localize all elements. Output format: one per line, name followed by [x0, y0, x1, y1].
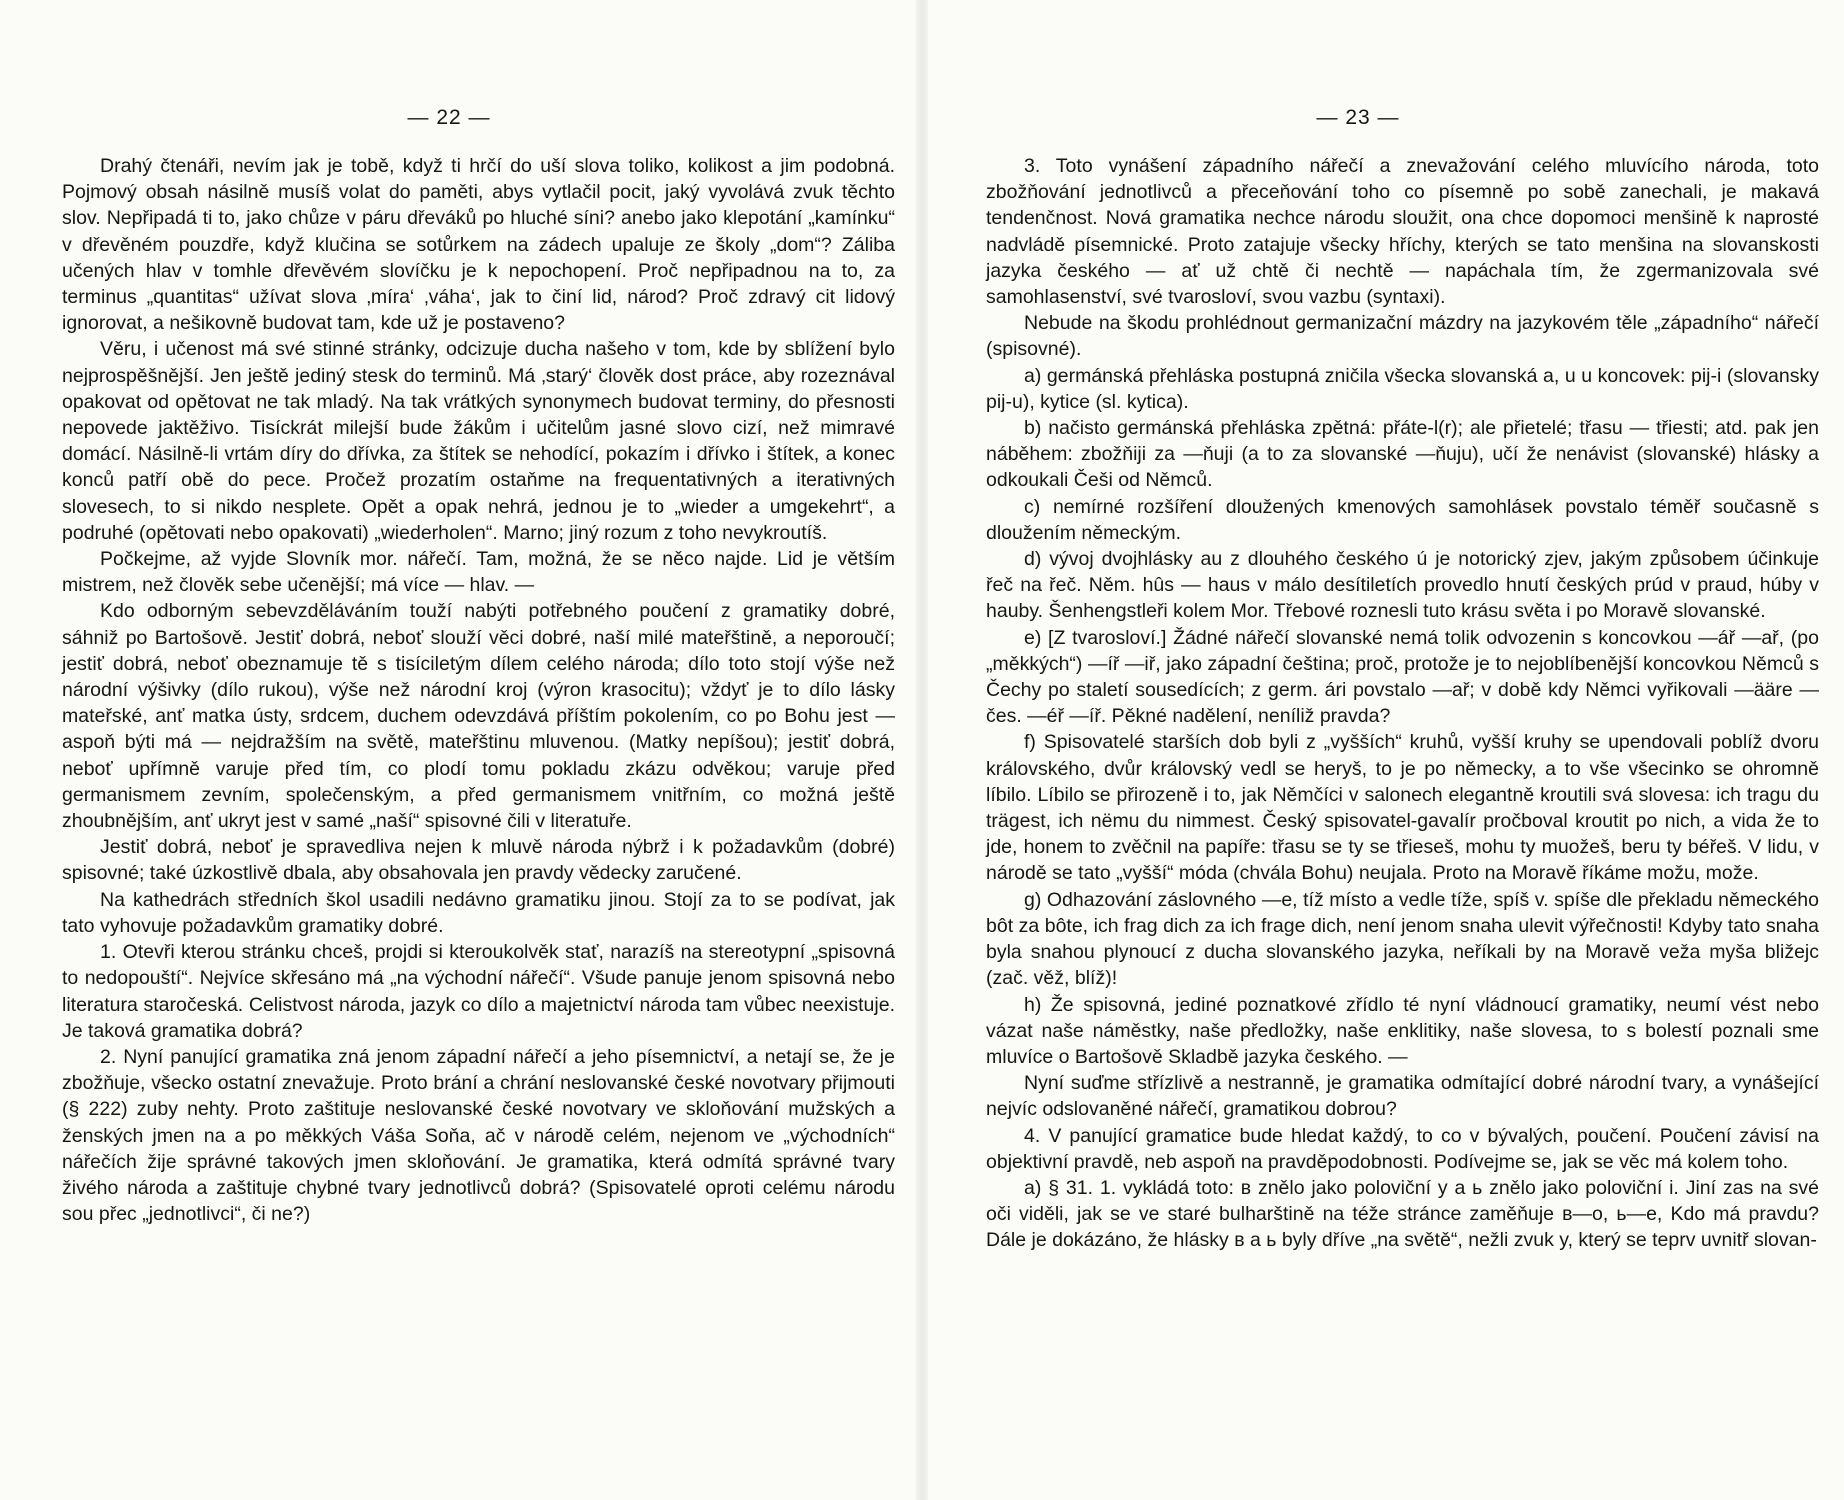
paragraph: a) § 31. 1. vykládá toto: в znělo jako poloviční y a ь znělo jako poloviční i. Jiní zas na své oči viděli, jak se ve staré bulharštině na téže stránce zaměňuje в—o, ь—e, Kdo má pravdu? Dále je dokázáno, že hlásky в a ь byly dříve „na světě“, nežli zvuk y, který se teprv uvnitř slovan-: [986, 1176, 1819, 1252]
page-number: — 23 —: [1316, 106, 1400, 129]
text-column: [62, 153, 895, 1227]
paragraph: Nebude na škodu prohlédnout germanizační mázdry na jazykovém těle „západního“ nářečí (spisovné).: [986, 312, 1819, 361]
paragraph: g) Odhazování záslovného —e, tíž místo a vedle tíže, spíš v. spíše dle překladu německého bôt za bôte, ich frag dich za ich frage dich, není jenom snaha ulevit výřečnosti! Kdyby tato snaha byla snahou plynoucí z ducha slovanského jazyka, neříkali by na Moravě veža myša bližejc (zač. věž, blíž)!: [986, 888, 1819, 990]
paragraph: 4. V panující gramatice bude hledat každý, to co v bývalých, poučení. Poučení závisí na objektivní pravdě, neb aspoň na pravděpodobnosti. Podívejme se, jak se věc má kolem toho.: [986, 1124, 1819, 1173]
paragraph: 3. Toto vynášení západního nářečí a znevažování celého mluvícího národa, toto zbožňování jednotlivců a přeceňování toho co písemně po sobě zanechali, je makavá tendenčnost. Nová gramatika nechce národu sloužit, ona chce dopomoci menšině k naprosté nadvládě písemnické. Proto zatajuje všecky hříchy, kterých se tato menšina na slovanskosti jazyka českého — ať už chtě či nechtě — napáchala tím, že zgermanizovala své samohlasenství, své tvarosloví, svou vazbu (syntaxi).: [986, 155, 1819, 309]
paragraph: f) Spisovatelé starších dob byli z „vyšších“ kruhů, vyšší kruhy se upendovali poblíž dvoru královského, dvůr královský vedl se heryš, to je po německy, a to vše všecinko se ohromně líbilo. Líbilo se přirozeně i to, jak Němčíci v salonech elegantně kroutili svá slovesa: ich tragu du trägest, ich nëmu du nimmest. Český spisovatel-gavalír pročboval kroutit po nich, a vida že to jde, honem to zvěčnil na papíře: třasu se ty se třieseš, mohu ty muožeš, beru ty béřeš. V lidu, v národě se tato „vyšší“ móda (chvála Bohu) neujala. Proto na Moravě říkáme možu, može.: [986, 731, 1819, 885]
paragraph: c) nemírné rozšíření dloužených kmenových samohlásek povstalo téměř současně s dloužením německým.: [986, 495, 1819, 544]
text-column: [986, 153, 1819, 1254]
paragraph: 1. Otevři kterou stránku chceš, projdi si kteroukolvěk stať, narazíš na stereotypní „spisovná to nedopouští“. Nejvíce skřesáno má „na východní nářečí“. Všude panuje jenom spisovná nebo literatura staročeská. Celistvost národa, jazyk co dílo a majetnictví národa tam vůbec neexistuje. Je taková gramatika dobrá?: [62, 941, 895, 1042]
paragraph: Věru, i učenost má své stinné stránky, odcizuje ducha našeho v tom, kde by sblížení bylo nejprospěšnější. Jen ještě jediný stesk do terminů. Má ‚starý‘ člověk dost práce, aby rozeznával opakovat od opětovat ne tak mladý. Na tak vrátkých synonymech budovat terminy, do přesnosti nepovede jaktěživo. Tisíckrát milejší bude žákům i učitelům jasné slovo cizí, než mimravé domácí. Násilně-li vrtám díry do dřívka, za štítek se nehodící, pokazím i dřívko i štítek, a konec konců patří obě do pece. Pročež prozatím ostaňme na frequentativných a iterativných slovesech, to si nikdo nesplete. Opět a opak nehrá, jednou je to „wieder a umgekehrt“, a podruhé (opětovati nebo opakovati) „wiederholen“. Marno; jiný rozum z toho nevykroutíš.: [62, 338, 895, 544]
page-number: — 22 —: [407, 106, 491, 129]
paragraph: Jestiť dobrá, neboť je spravedliva nejen k mluvě národa nýbrž i k požadavkům (dobré) spisovné; také úzkostlivě dbala, aby obsahovala jen pravdy vědecky zaručené.: [62, 836, 895, 885]
paragraph: e) [Z tvarosloví.] Žádné nářečí slovanské nemá tolik odvozenin s koncovkou —ář —ař, (po „měkkých“) —íř —iř, jako západní čeština; proč, protože je to nejoblíbenější koncovkou Němců s Čechy po staletí sousedících; z germ. ári povstalo —ař; v době kdy Němci vyřikovali —ääre — čes. —éř —íř. Pěkné nadělení, neníliž pravda?: [986, 626, 1819, 728]
paragraph: d) vývoj dvojhlásky au z dlouhého českého ú je notorický zjev, jakým způsobem účinkuje řeč na řeč. Něm. hûs — haus v málo desítiletích provedlo hnutí českých prúd v praud, húby v hauby. Šenhengstleři kolem Mor. Třebové roznesli tuto krásu světa i po Moravě slovanské.: [986, 548, 1819, 623]
paragraph: a) germánská přehláska postupná zničila všecka slovanská a, u u koncovek: pij-i (slovansky pij-u), kytice (sl. kytica).: [986, 364, 1819, 413]
paragraph: h) Že spisovná, jediné poznatkové zřídlo té nyní vládnoucí gramatiky, neumí vést nebo vázat naše náměstky, naše předložky, naše enklitiky, naše slovesa, to s bolestí poznali sme mluvíce o Bartošově Skladbě jazyka českého. —: [986, 993, 1819, 1068]
paragraph: Drahý čtenáři, nevím jak je tobě, když ti hrčí do uší slova toliko, kolikost a jim podobná. Pojmový obsah násilně musíš volat do paměti, abys vytlačil pocit, jaký vyvolává zvuk těchto slov. Nepřipadá ti to, jako chůze v páru dřeváků po hluché síni? anebo jako klepotání „kamínku“ v dřevěném pouzdře, když klučina se sotůrkem na zádech upaluje ze školy „dom“? Záliba učených hlav v tomhle dřevěvém slovíčku je k nepochopení. Proč nepřipadnou na to, za terminus „quantitas“ užívat slova ‚míra‘ ‚váha‘, jak to činí lid, národ? Proč zdravý cit lidový ignorovat, a nešikovně budovat tam, kde už je postaveno?: [62, 155, 895, 335]
paragraph: Nyní suďme střízlivě a nestranně, je gramatika odmítající dobré národní tvary, a vynášející nejvíc odslovaněné nářečí, gramatikou dobrou?: [986, 1072, 1819, 1121]
paragraph: Počkejme, až vyjde Slovník mor. nářečí. Tam, možná, že se něco najde. Lid je větším mistrem, než člověk sebe učenější; má více — hlav. —: [62, 548, 895, 597]
right-page: [922, 0, 1844, 1500]
paragraph: b) načisto germánská přehláska zpětná: přáte-l(r); ale přietelé; třasu — třiesti; atd. pak jen náběhem: zbožňiji za —ňuji (a to za slovanské —ňuju), učí že nenávist (slovanské) hlásky a odkoukali Češi od Němců.: [986, 417, 1819, 492]
paragraph: Na kathedrách středních škol usadili nedávno gramatiku jinou. Stojí za to se podívat, jak tato vyhovuje požadavkům gramatiky dobré.: [62, 888, 895, 937]
paragraph: 2. Nyní panující gramatika zná jenom západní nářečí a jeho písemnictví, a netají se, že je zbožňuje, všecko ostatní znevažuje. Proto brání a chrání neslovanské české novotvary přijmouti (§ 222) zuby nehty. Proto zaštituje neslovanské české novotvary ve skloňování mužských a ženských jmen na a po měkkých Váša Soňa, ač v národě celém, nejenom ve „východních“ nářečích žije správné takových jmen skloňování. Je gramatika, která odmítá správné tvary živého národa a zaštituje chybné tvary jednotlivců dobrá? (Spisovatelé oproti celému národu sou přec „jednotlivci“, či ne?): [62, 1045, 895, 1226]
paragraph: Kdo odborným sebevzděláváním touží nabýti potřebného poučení z gramatiky dobré, sáhniž po Bartošově. Jestiť dobrá, neboť slouží věci dobré, naší milé mateřštině, a neporoučí; jestiť dobrá, neboť obeznamuje tě s tisíciletým dílem celého národa; dílo toto stojí výše než národní výšivky (dílo rukou), výše než národní kroj (výron krasocitu); vždyť je to dílo lásky mateřské, anť matka ústy, srdcem, duchem odevzdává příštím pokolením, co po Bohu jest — aspoň býti má — nejdražším na světě, mateřštinu mluvenou. (Matky nepíšou); jestiť dobrá, neboť upřímně varuje před tím, co plodí tomu pokladu zkázu odvěkou; varuje před germanismem zevním, společenským, a před germanismem vnitřním, co možná ještě zhoubnějším, anť ukryt jest v samé „naší“ spisovné čili v literatuře.: [62, 600, 895, 833]
